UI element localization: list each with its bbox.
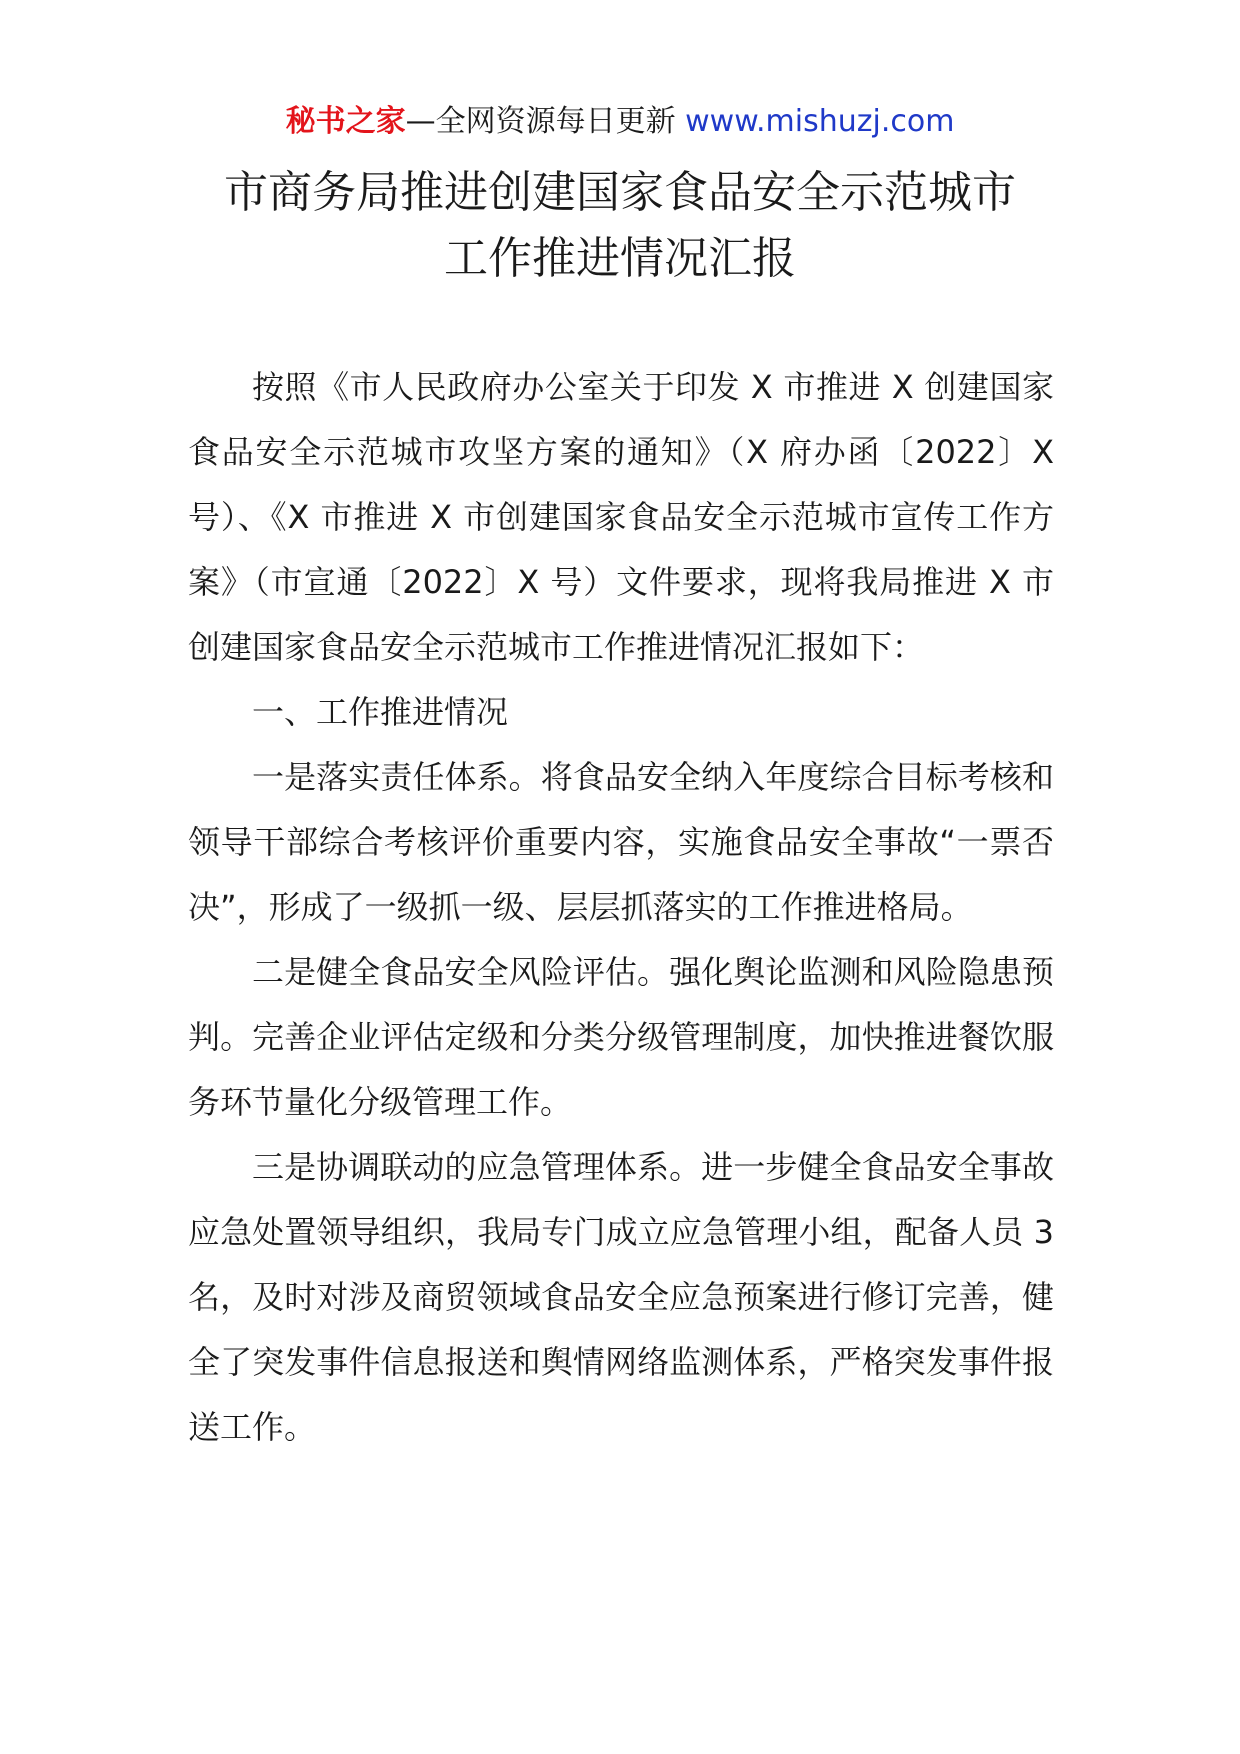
intro-paragraph: 按照《市人民政府办公室关于印发 X 市推进 X 创建国家食品安全示范城市攻坚方案的通知》（X 府办函〔2022〕X 号）、《X 市推进 X 市创建国家食品安全示范城市宣传工作方案》（市宣通〔2022〕X 号）文件要求，现将我局推进 X 市创建国家食品安全示范城市工作推进情况汇报如下： bbox=[188, 368, 1054, 666]
site-url-link[interactable]: www.mishuzj.com bbox=[685, 104, 955, 139]
body-paragraph: 三是协调联动的应急管理体系。进一步健全食品安全事故应急处置领导组织，我局专门成立应急管理小组，配备人员 3 名，及时对涉及商贸领域食品安全应急预案进行修订完善，健全了突发事件信息报送和舆情网络监测体系，严格突发事件报送工作。 bbox=[188, 1148, 1054, 1446]
title-line-2: 工作推进情况汇报 bbox=[444, 233, 796, 284]
section-heading: 一、工作推进情况 bbox=[252, 693, 509, 731]
site-banner bbox=[0, 100, 1240, 144]
brand-name: 秘书之家 bbox=[285, 104, 406, 139]
document-title bbox=[0, 160, 1240, 292]
site-slogan: —全网资源每日更新 bbox=[405, 104, 676, 139]
document-body bbox=[188, 355, 1054, 1460]
body-paragraph: 一是落实责任体系。将食品安全纳入年度综合目标考核和领导干部综合考核评价重要内容，实施食品安全事故“一票否决”，形成了一级抓一级、层层抓落实的工作推进格局。 bbox=[188, 758, 1054, 926]
title-line-1: 市商务局推进创建国家食品安全示范城市 bbox=[224, 167, 1016, 218]
body-paragraph: 二是健全食品安全风险评估。强化舆论监测和风险隐患预判。完善企业评估定级和分类分级管理制度，加快推进餐饮服务环节量化分级管理工作。 bbox=[188, 953, 1054, 1121]
